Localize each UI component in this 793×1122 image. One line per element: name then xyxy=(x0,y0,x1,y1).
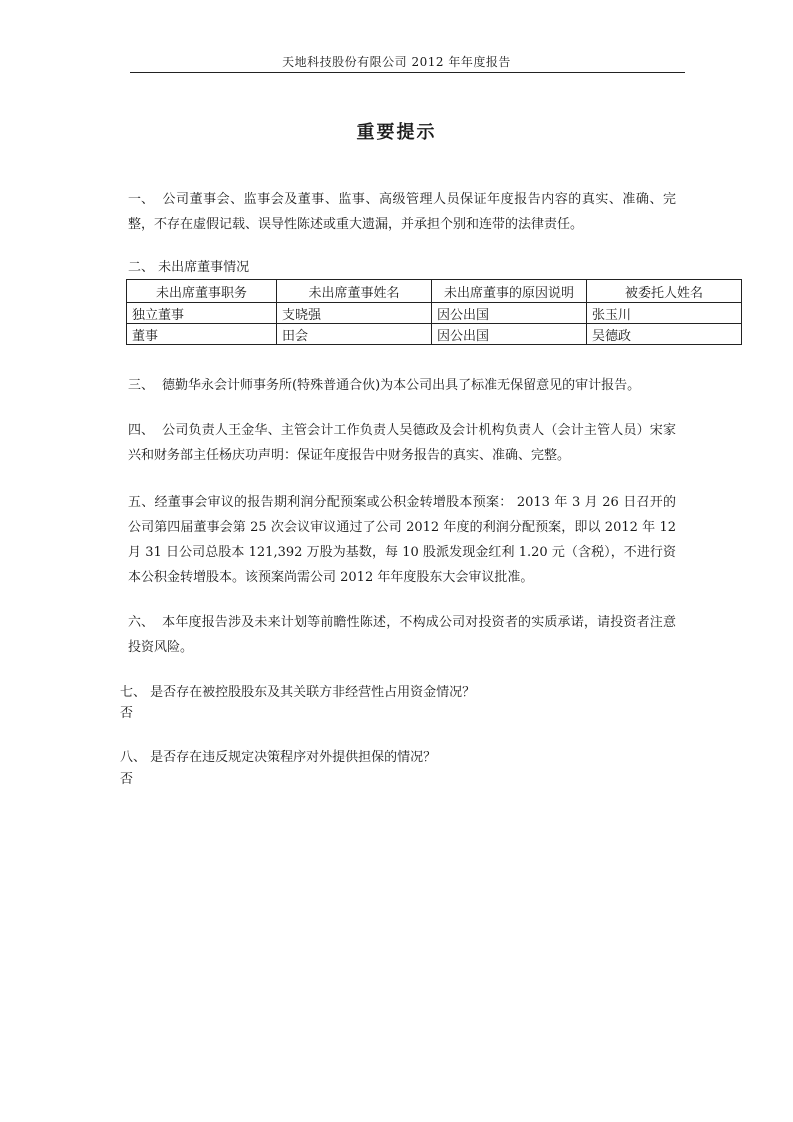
table-cell: 因公出国 xyxy=(432,324,587,345)
table-row xyxy=(127,303,742,324)
section-7-answer: 否 xyxy=(120,706,134,721)
table-cell: 支晓强 xyxy=(277,303,432,324)
absent-directors-table xyxy=(126,279,742,345)
table-cell: 田会 xyxy=(277,324,432,345)
table-cell: 张玉川 xyxy=(587,303,742,324)
header-rule xyxy=(130,72,685,73)
section-1-text: 公司董事会、监事会及董事、监事、高级管理人员保证年度报告内容的真实、准确、完整，不存在虚假记载、误导性陈述或重大遗漏，并承担个别和连带的法律责任。 xyxy=(128,192,676,232)
section-7-question: 七、 是否存在被控股股东及其关联方非经营性占用资金情况？ xyxy=(120,685,476,700)
section-6 xyxy=(128,610,676,660)
table-header-cell: 未出席董事的原因说明 xyxy=(432,280,587,303)
section-1-number: 一、 xyxy=(128,192,155,207)
section-3-text: 德勤华永会计师事务所(特殊普通合伙)为本公司出具了标准无保留意见的审计报告。 xyxy=(162,378,641,393)
page-title: 重要提示 xyxy=(356,122,437,143)
table-row xyxy=(127,324,742,345)
table-cell: 吴德政 xyxy=(587,324,742,345)
section-5: 五、经董事会审议的报告期利润分配预案或公积金转增股本预案： 2013 年 3 月 26 日召开的公司第四届董事会第 25 次会议审议通过了公司 2012 年度的利润分配预案，即以 2012 年 12 月 31 日公司总股本 121,392 万股为基数，每 10 股派发现金红利 1.20 元（含税），不进行资本公积金转增股本。该预案尚需公司 2012 年年度股东大会审议批准。 xyxy=(128,495,676,585)
section-2-label: 二、 未出席董事情况 xyxy=(128,260,250,275)
table-cell: 因公出国 xyxy=(432,303,587,324)
table-cell: 独立董事 xyxy=(127,303,277,324)
table-header-cell: 未出席董事姓名 xyxy=(277,280,432,303)
section-1 xyxy=(128,187,676,237)
section-6-number: 六、 xyxy=(128,615,155,630)
running-header: 天地科技股份有限公司 2012 年年度报告 xyxy=(282,55,511,69)
table-header-row xyxy=(127,280,742,303)
table-header-cell: 未出席董事职务 xyxy=(127,280,277,303)
section-3 xyxy=(128,373,676,398)
section-4-number: 四、 xyxy=(128,423,155,438)
section-8-answer: 否 xyxy=(120,772,134,787)
section-8-question: 八、 是否存在违反规定决策程序对外提供担保的情况？ xyxy=(120,750,437,765)
section-6-text: 本年度报告涉及未来计划等前瞻性陈述，不构成公司对投资者的实质承诺，请投资者注意投资风险。 xyxy=(128,615,676,655)
section-4-text: 公司负责人王金华、主管会计工作负责人吴德政及会计机构负责人（会计主管人员）宋家兴和财务部主任杨庆功声明：保证年度报告中财务报告的真实、准确、完整。 xyxy=(128,423,676,463)
section-3-number: 三、 xyxy=(128,378,155,393)
table-header-cell: 被委托人姓名 xyxy=(587,280,742,303)
section-4 xyxy=(128,418,676,468)
table-cell: 董事 xyxy=(127,324,277,345)
